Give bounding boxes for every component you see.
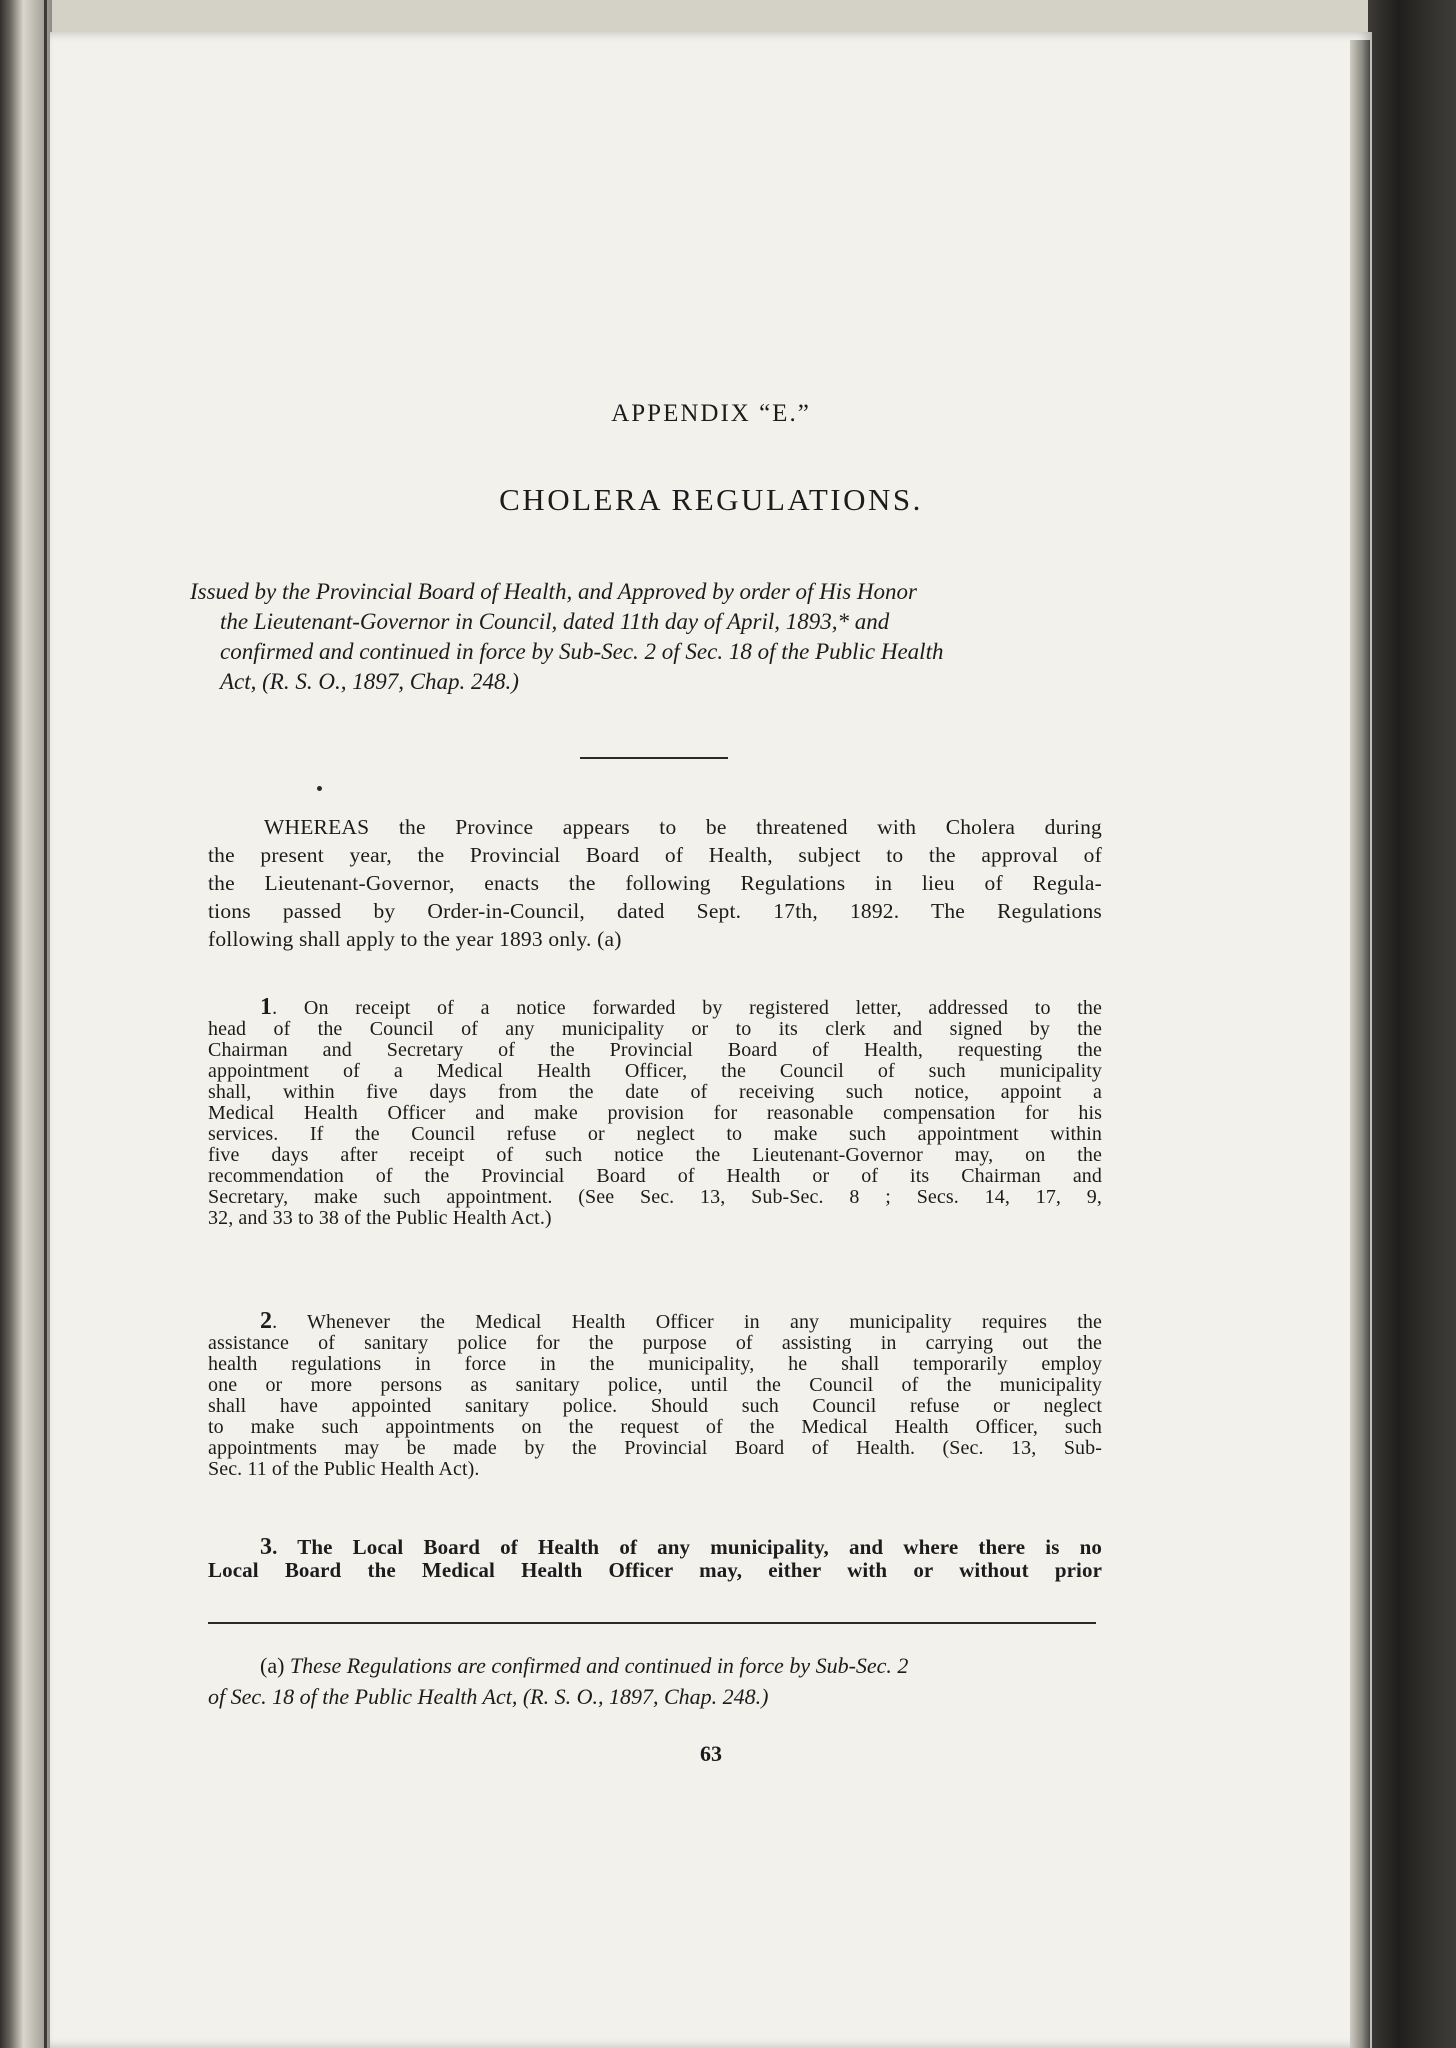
regulation-line: appointments may be made by the Provincial Board of Health. (Sec. 13, Sub-: [208, 1437, 1102, 1459]
regulation-2: [208, 1308, 1102, 1480]
page-number: 63: [700, 1741, 722, 1766]
regulation-line: to make such appointments on the request of the Medical Health Officer, such: [208, 1416, 1102, 1438]
intro-line: confirmed and continued in force by Sub-Sec. 2 of Sec. 18 of the Public Health: [220, 639, 944, 664]
regulation-line: health regulations in force in the municipality, he shall temporarily employ: [208, 1353, 1102, 1375]
regulation-line: one or more persons as sanitary police, until the Council of the municipality: [208, 1374, 1102, 1396]
regulation-line: shall have appointed sanitary police. Should such Council refuse or neglect: [208, 1395, 1102, 1417]
regulation-line: [208, 1308, 1102, 1334]
regulation-line: appointment of a Medical Health Officer, the Council of such municipality: [208, 1060, 1102, 1082]
book-spine-line: [44, 0, 47, 2048]
regulation-3: [208, 1536, 1102, 1582]
regulation-number: 1: [260, 994, 273, 1020]
appendix-title: APPENDIX “E.”: [611, 400, 811, 427]
whereas-line: the present year, the Provincial Board of Health, subject to the approval of: [208, 843, 1102, 867]
footnote-text: These Regulations are confirmed and continued in force by Sub-Sec. 2: [284, 1653, 909, 1678]
regulation-line: recommendation of the Provincial Board of Health or of its Chairman and: [208, 1165, 1102, 1187]
regulation-line: Chairman and Secretary of the Provincial Board of Health, requesting the: [208, 1039, 1102, 1061]
footnote: [208, 1650, 1088, 1712]
scanner-bed-right: [1368, 0, 1456, 2048]
regulation-line: [208, 1536, 1102, 1559]
whereas-line: the Lieutenant-Governor, enacts the following Regulations in lieu of Regula-: [208, 871, 1102, 895]
regulation-line: 32, and 33 to 38 of the Public Health Act.): [208, 1207, 552, 1229]
main-title: CHOLERA REGULATIONS.: [499, 482, 923, 517]
regulation-line: shall, within five days from the date of receiving such notice, appoint a: [208, 1081, 1102, 1103]
footnote-line: [208, 1650, 1088, 1681]
regulation-line: services. If the Council refuse or neglect to make such appointment within: [208, 1123, 1102, 1145]
footnote-line: of Sec. 18 of the Public Health Act, (R. S. O., 1897, Chap. 248.): [208, 1684, 769, 1709]
regulation-line: Secretary, make such appointment. (See Sec. 13, Sub-Sec. 8 ; Secs. 14, 17, 9,: [208, 1186, 1102, 1208]
regulation-line: Sec. 11 of the Public Health Act).: [208, 1458, 480, 1480]
footnote-rule: [208, 1622, 1096, 1624]
regulation-line: Local Board the Medical Health Officer may, either with or without prior: [208, 1558, 1102, 1582]
regulation-line: head of the Council of any municipality or to its clerk and signed by the: [208, 1018, 1102, 1040]
section-divider: [580, 757, 728, 759]
regulation-text: . The Local Board of Health of any municipality, and where there is no: [272, 1535, 1102, 1559]
regulation-line: five days after receipt of such notice the Lieutenant-Governor may, on the: [208, 1144, 1102, 1166]
intro-paragraph: [190, 577, 1134, 697]
regulation-text: . On receipt of a notice forwarded by registered letter, addressed to the: [272, 997, 1102, 1019]
intro-line: Act, (R. S. O., 1897, Chap. 248.): [220, 669, 519, 694]
whereas-line: tions passed by Order-in-Council, dated Sept. 17th, 1892. The Regulations: [208, 899, 1102, 923]
ink-dot: [317, 786, 322, 791]
regulation-line: Medical Health Officer and make provision for reasonable compensation for his: [208, 1102, 1102, 1124]
regulation-number: 3: [260, 1534, 273, 1560]
whereas-line: WHEREAS the Province appears to be threatened with Cholera during: [264, 815, 1102, 839]
regulation-line: [208, 994, 1102, 1020]
intro-line: Issued by the Provincial Board of Health, and Approved by order of His Honor: [190, 579, 917, 604]
footnote-marker: (a): [260, 1653, 285, 1678]
regulation-text: . Whenever the Medical Health Officer in any municipality requires the: [272, 1311, 1102, 1333]
regulation-1: [208, 994, 1102, 1229]
whereas-line: following shall apply to the year 1893 only. (a): [208, 927, 622, 951]
whereas-paragraph: [208, 813, 1102, 953]
regulation-number: 2: [260, 1308, 273, 1334]
regulation-line: assistance of sanitary police for the purpose of assisting in carrying out the: [208, 1332, 1102, 1354]
intro-line: the Lieutenant-Governor in Council, dated 11th day of April, 1893,* and: [220, 609, 890, 634]
